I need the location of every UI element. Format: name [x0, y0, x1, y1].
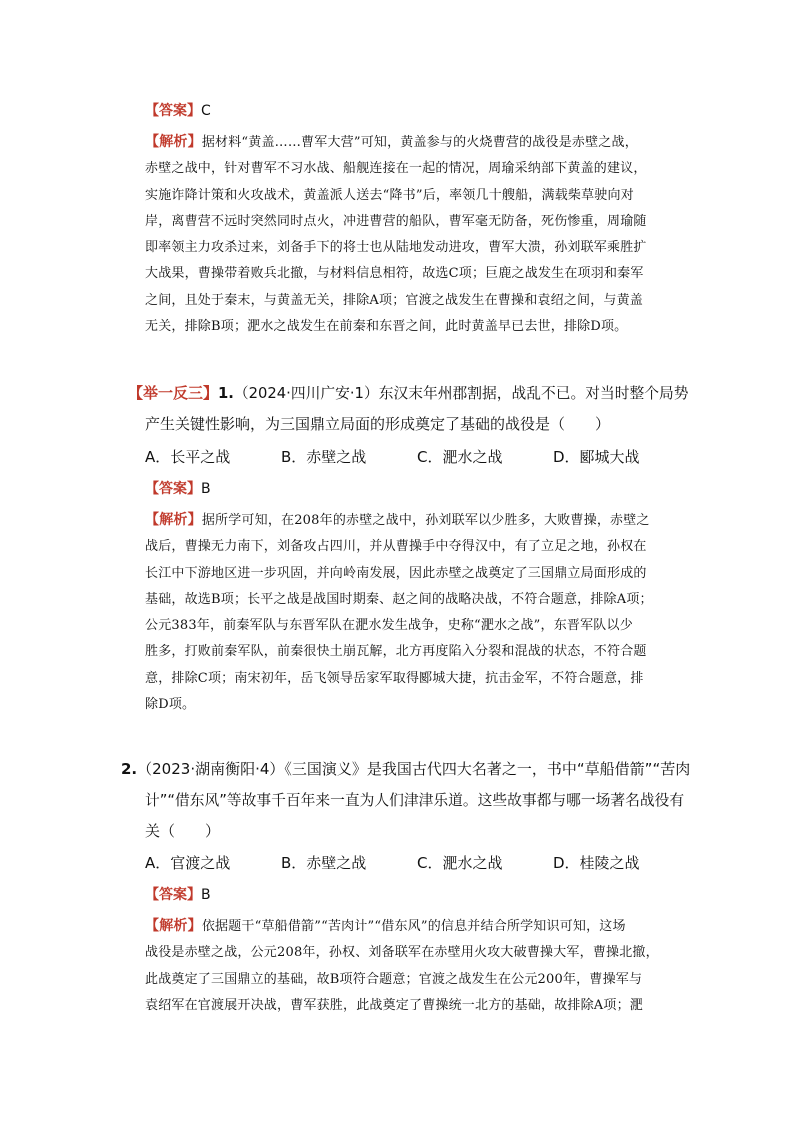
answer-row-3	[145, 884, 690, 904]
analysis-line: 此战奠定了三国鼎立的基础，故B项符合题意；官渡之战发生在公元200年，曹操军与	[145, 971, 643, 987]
question-source: （2024·四川广安·1）	[233, 385, 379, 402]
analysis-line: 无关，排除B项；淝水之战发生在前秦和东晋之间，此时黄盖早已去世，排除D项。	[145, 319, 628, 335]
analysis-tag: 【解析】	[145, 512, 202, 528]
answer-value: B	[201, 481, 211, 497]
analysis-line: 胜多，打败前秦军队，前秦很快土崩瓦解，北方再度陷入分裂和混战的状态，不符合题	[145, 644, 647, 660]
question-text-line: 《三国演义》是我国古代四大名著之一，书中“草船借箭”“苦肉	[284, 760, 691, 778]
analysis-line: 之间，且处于秦末，与黄盖无关，排除A项；官渡之战发生在曹操和袁绍之间，与黄盖	[145, 292, 643, 308]
answer-tag: 【答案】	[145, 103, 201, 119]
answer-value: B	[201, 887, 211, 903]
option-d[interactable]: D．桂陵之战	[553, 854, 640, 872]
analysis-line: 赤壁之战中，针对曹军不习水战、船舰连接在一起的情况，周瑜采纳部下黄盖的建议，	[145, 161, 647, 177]
question-source: （2023·湖南衡阳·4）	[137, 760, 285, 778]
answer-tag: 【答案】	[145, 481, 201, 497]
question-text-line: 东汉末年州郡割据，战乱不已。对当时整个局势	[378, 385, 689, 402]
options-2	[145, 852, 690, 873]
analysis-1	[145, 129, 690, 340]
analysis-line: 依据题干“草船借箭”“苦肉计”“借东风”的信息并结合所学知识可知，这场	[201, 919, 626, 934]
analysis-line: 据材料“黄盖……曹军大营”可知，黄盖参与的火烧曹营的战役是赤壁之战，	[201, 135, 638, 150]
answer-tag: 【答案】	[145, 887, 201, 903]
analysis-line: 除D项。	[145, 697, 196, 713]
question-text-line: 产生关键性影响，为三国鼎立局面的形成奠定了基础的战役是（ ）	[145, 415, 611, 433]
option-a[interactable]: A．官渡之战	[145, 854, 231, 872]
analysis-tag: 【解析】	[145, 918, 202, 934]
question-text-line: 计”“借东风”等故事千百年来一直为人们津津乐道。这些故事都与哪一场著名战役有	[145, 792, 685, 809]
option-c[interactable]: C．淝水之战	[417, 448, 503, 466]
option-c[interactable]: C．淝水之战	[417, 854, 503, 872]
analysis-tag: 【解析】	[145, 134, 202, 150]
analysis-line: 实施诈降计策和火攻战术，黄盖派人送去“降书”后，率领几十艘船，满载柴草驶向对	[145, 187, 634, 203]
analysis-line: 公元383年，前秦军队与东晋军队在淝水发生战争，史称“淝水之战”，东晋军队以少	[145, 618, 633, 634]
analysis-line: 基础，故选B项；长平之战是战国时期秦、赵之间的战略决战，不符合题意，排除A项；	[145, 591, 653, 607]
analysis-3	[145, 913, 690, 1019]
option-d[interactable]: D．郾城大战	[553, 448, 640, 466]
extend-tag: 【举一反三】	[128, 384, 219, 402]
analysis-line: 长江中下游地区进一步巩固，并向岭南发展，因此赤壁之战奠定了三国鼎立局面形成的	[145, 565, 647, 581]
answer-row-2	[145, 478, 690, 498]
analysis-2	[145, 507, 690, 718]
analysis-line: 意，排除C项；南宋初年，岳飞领导岳家军取得郾城大捷，抗击金军，不符合题意，排	[145, 670, 644, 686]
option-b[interactable]: B．赤壁之战	[281, 854, 367, 872]
analysis-line: 大战果，曹操带着败兵北撤，与材料信息相符，故选C项；巨鹿之战发生在项羽和秦军	[145, 266, 644, 282]
analysis-line: 据所学可知，在208年的赤壁之战中，孙刘联军以少胜多，大败曹操，赤壁之	[201, 513, 650, 528]
options-1	[145, 446, 690, 467]
analysis-line: 战后，曹操无力南下，刘备攻占四川，并从曹操手中夺得汉中，有了立足之地，孙权在	[145, 539, 647, 555]
analysis-line: 袁绍军在官渡展开决战，曹军获胜，此战奠定了曹操统一北方的基础，故排除A项；淝	[145, 997, 643, 1013]
question-1	[128, 378, 690, 440]
question-text-line: 关（ ）	[145, 822, 221, 840]
option-b[interactable]: B．赤壁之战	[281, 448, 367, 466]
answer-value: C	[201, 103, 211, 119]
answer-row-1	[145, 100, 690, 120]
analysis-line: 岸，离曹营不远时突然同时点火，冲进曹营的船队，曹军毫无防备，死伤惨重，周瑜随	[145, 213, 647, 229]
question-2	[121, 754, 690, 847]
option-a[interactable]: A．长平之战	[145, 448, 231, 466]
analysis-line: 即率领主力攻杀过来，刘备手下的将士也从陆地发动进攻，曹军大溃，孙刘联军乘胜扩	[145, 240, 647, 256]
question-number: 2.	[121, 760, 138, 778]
analysis-line: 战役是赤壁之战，公元208年，孙权、刘备联军在赤壁用火攻大破曹操大军，曹操北撤，	[145, 945, 659, 961]
question-number: 1.	[218, 385, 234, 402]
